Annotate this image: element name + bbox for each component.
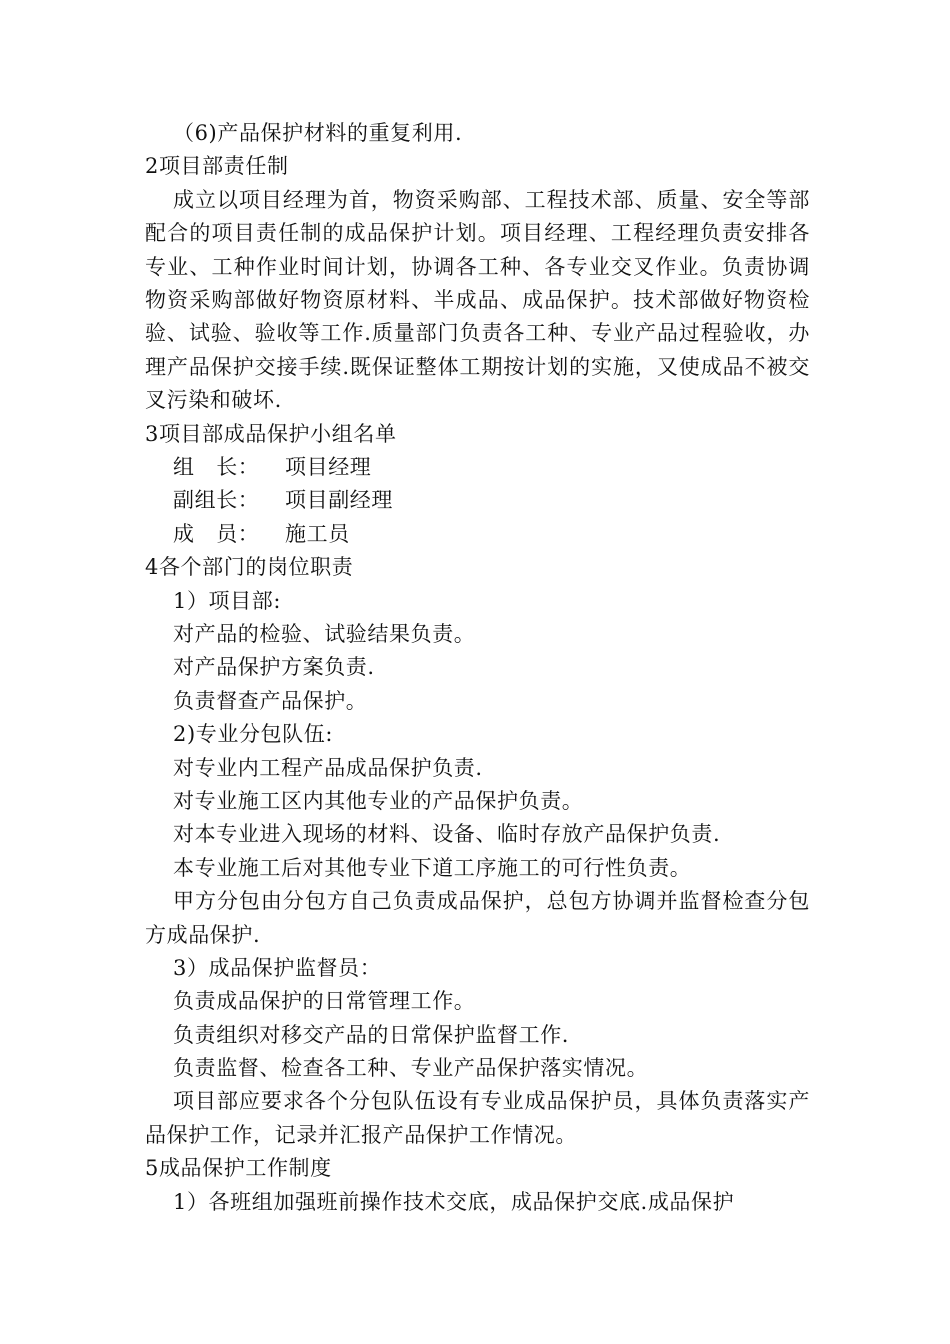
- roster-role: 成 员：: [173, 521, 260, 546]
- roster-row: [145, 451, 810, 484]
- roster-row: [145, 484, 810, 517]
- paragraph: 项目部应要求各个分包队伍设有专业成品保护员，具体负责落实产品保护工作，记录并汇报产品保护工作情况。: [145, 1089, 810, 1147]
- roster-role: 组 长：: [173, 455, 260, 480]
- list-item: 对产品的检验、试验结果负责。: [173, 621, 476, 646]
- roster-person: 项目经理: [285, 455, 372, 480]
- section-heading: 4各个部门的岗位职责: [145, 555, 354, 580]
- roster-role: 副组长：: [173, 488, 260, 513]
- document-page: [145, 117, 810, 1219]
- section-heading: 3项目部成品保护小组名单: [145, 421, 397, 446]
- roster-row: [145, 518, 810, 551]
- paragraph: 甲方分包由分包方自己负责成品保护，总包方协调并监督检查分包方成品保护.: [145, 889, 810, 947]
- list-item: （6)产品保护材料的重复利用.: [173, 121, 463, 145]
- list-item: 负责组织对移交产品的日常保护监督工作.: [173, 1022, 570, 1047]
- list-item: 对本专业进入现场的材料、设备、临时存放产品保护负责.: [173, 822, 721, 847]
- list-item: 对专业内工程产品成品保护负责.: [173, 755, 483, 780]
- paragraph: 成立以项目经理为首，物资采购部、工程技术部、质量、安全等部配合的项目责任制的成品保护计划。项目经理、工程经理负责安排各专业、工种作业时间计划，协调各工种、各专业交叉作业。负责协调物资采购部做好物资原材料、半成品、成品保护。技术部做好物资检验、试验、验收等工作.质量部门负责各工种、专业产品过程验收，办理产品保护交接手续.既保证整体工期按计划的实施，又使成品不被交叉污染和破坏.: [145, 187, 810, 413]
- list-item: 本专业施工后对其他专业下道工序施工的可行性负责。: [173, 855, 692, 880]
- roster-person: 施工员: [285, 521, 350, 546]
- subsection-heading: 2)专业分包队伍:: [173, 722, 334, 747]
- subsection-heading: 3）成品保护监督员：: [173, 955, 382, 980]
- list-item: 负责督查产品保护。: [173, 688, 368, 713]
- list-item: 对产品保护方案负责.: [173, 655, 375, 680]
- list-item: 负责监督、检查各工种、专业产品保护落实情况。: [173, 1056, 649, 1081]
- list-item: 对专业施工区内其他专业的产品保护负责。: [173, 788, 584, 813]
- subsection-heading: 1）项目部:: [173, 588, 282, 613]
- list-item: 负责成品保护的日常管理工作。: [173, 989, 476, 1014]
- list-item: 1）各班组加强班前操作技术交底，成品保护交底.成品保护: [173, 1189, 735, 1214]
- section-heading: 5成品保护工作制度: [145, 1156, 332, 1181]
- section-heading: 2项目部责任制: [145, 154, 289, 179]
- roster-person: 项目副经理: [285, 488, 393, 513]
